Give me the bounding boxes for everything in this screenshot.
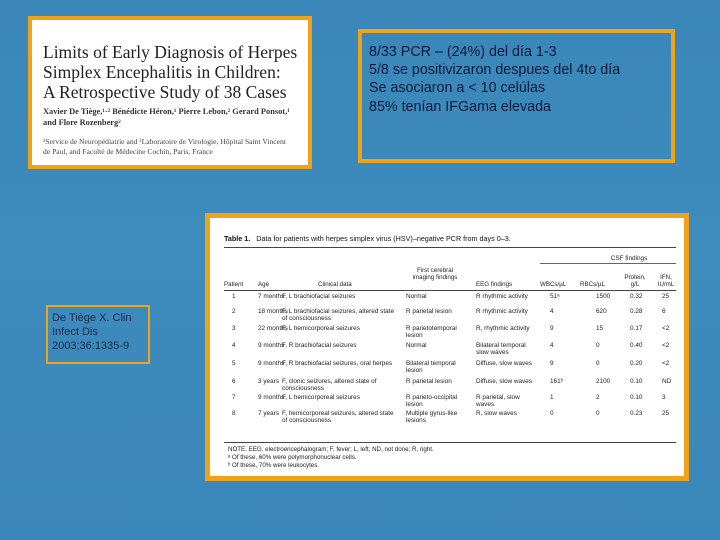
cell-age: 22 months (258, 325, 288, 332)
finding-line: Se asociaron a < 10 celúlas (369, 80, 546, 97)
cell-rbc: 2 (596, 394, 600, 401)
cell-protein: 0.20 (630, 360, 643, 367)
finding-line: 85% tenían IFGama elevada (369, 98, 551, 115)
cell-ifn: <2 (662, 342, 670, 349)
cell-imaging: R parietotemporal lesion (406, 325, 457, 340)
cell-protein: 0.10 (630, 378, 643, 385)
table-caption-text: Data for patients with herpes simplex virus (HSV)–negative PCR from days 0–3. (256, 234, 511, 243)
col-header-ifn: IFN, IU/mL (657, 274, 675, 288)
cell-age: 7 years (258, 410, 279, 417)
cell-age: 9 months (258, 342, 285, 349)
cell-rbc: 2100 (596, 378, 611, 385)
cell-rbc: 15 (596, 325, 604, 332)
csf-findings-header: CSF findings (610, 255, 648, 262)
cell-protein: 0.32 (630, 293, 643, 300)
cell-wbc: 4 (550, 342, 554, 349)
cell-patient: 8 (232, 410, 236, 417)
col-header-age: Age (258, 281, 270, 288)
cell-protein: 0.40 (630, 342, 643, 349)
cell-protein: 0.23 (630, 410, 643, 417)
cell-patient: 2 (232, 308, 236, 315)
data-table-card (205, 213, 689, 481)
cell-wbc: 51ᵃ (550, 293, 560, 300)
cell-patient: 1 (232, 293, 236, 300)
cell-rbc: 0 (596, 342, 600, 349)
cell-ifn: 25 (662, 410, 670, 417)
cell-age: 9 months (258, 394, 285, 401)
reference-line: Infect Dis (52, 326, 98, 338)
table-label: Table 1. (224, 234, 251, 243)
cell-wbc: 161ᵇ (550, 378, 564, 385)
cell-imaging: Normal (406, 342, 427, 349)
paper-title-line: Limits of Early Diagnosis of Herpes (43, 42, 298, 62)
cell-clinical: F, L brachiofacial seizures (282, 293, 356, 300)
table-rule-bottom (224, 442, 676, 443)
cell-eeg: R rhythmic activity (476, 293, 528, 300)
table-rule-top (224, 247, 676, 248)
cell-age: 9 months (258, 360, 285, 367)
col-header-eeg: EEG findings (476, 281, 513, 288)
cell-eeg: Bilateral temporal slow waves (476, 342, 526, 357)
paper-title-line: A Retrospective Study of 38 Cases (43, 82, 287, 102)
cell-imaging: R parietal lesion (406, 378, 452, 385)
cell-patient: 6 (232, 378, 236, 385)
cell-wbc: 4 (550, 308, 554, 315)
cell-imaging: R parietal lesion (406, 308, 452, 315)
paper-title-line: Simplex Encephalitis in Children: (43, 62, 281, 82)
findings-box (358, 29, 675, 163)
cell-eeg: R parietal, slow waves (476, 394, 520, 409)
cell-eeg: R rhythmic activity (476, 308, 528, 315)
paper-title (43, 42, 309, 102)
reference-box (46, 305, 150, 364)
cell-patient: 3 (232, 325, 236, 332)
cell-wbc: 1 (550, 394, 554, 401)
finding-line: 8/33 PCR – (24%) del día 1-3 (369, 44, 557, 60)
col-header-clinical: Clinical data (318, 281, 352, 288)
finding-line: 5/8 se positivizaron despues del 4to día (369, 62, 621, 79)
cell-patient: 7 (232, 394, 236, 401)
cell-clinical: F, L brachiofacial seizures, altered state of consciousness (282, 308, 395, 323)
col-header-patient: Patient (224, 281, 244, 288)
cell-protein: 0.10 (630, 394, 643, 401)
cell-ifn: 3 (662, 394, 666, 401)
cell-ifn: <2 (662, 325, 670, 332)
cell-wbc: 0 (550, 410, 554, 417)
cell-clinical: F, clonic seizures, altered state of consciousness (282, 378, 377, 393)
col-header-rbc: RBCs/µL (580, 281, 605, 288)
cell-protein: 0.17 (630, 325, 643, 332)
csf-header-rule (540, 263, 676, 264)
cell-clinical: F, hemicorporeal seizures, altered state of consciousness (282, 410, 394, 425)
paper-authors (43, 107, 309, 128)
paper-title-image (37, 25, 303, 160)
cell-wbc: 9 (550, 360, 554, 367)
cell-clinical: F, L hemicorporeal seizures (282, 325, 360, 332)
cell-age: 18 months (258, 308, 288, 315)
cell-imaging: Normal (406, 293, 427, 300)
table-rule-header (224, 290, 676, 291)
table-footnote-a: ᵃ Of these, 60% were polymorphonuclear cells. (228, 454, 357, 461)
col-header-protein: Protein, g/L (624, 274, 646, 288)
cell-patient: 5 (232, 360, 236, 367)
table-caption (224, 234, 511, 243)
cell-ifn: ND (662, 378, 672, 385)
cell-rbc: 0 (596, 360, 600, 367)
paper-affiliation-line: de Paul, and Faculté de Médecine Cochin, Paris, France (43, 146, 213, 156)
cell-clinical: F, R brachiofacial seizures, oral herpes (282, 360, 393, 367)
reference-line: 2003;36:1335-9 (52, 340, 130, 352)
cell-wbc: 9 (550, 325, 554, 332)
cell-eeg: Diffuse, slow waves (476, 360, 532, 367)
paper-authors-line: and Flore Rozenberg² (43, 117, 121, 127)
cell-age: 7 months (258, 293, 285, 300)
table-note: NOTE. EEG, electroencephalogram; F, fever; L, left; ND, not done; R, right. (228, 446, 434, 453)
cell-rbc: 620 (596, 308, 607, 315)
cell-rbc: 0 (596, 410, 600, 417)
cell-ifn: 25 (662, 293, 670, 300)
paper-title-card (28, 16, 312, 169)
cell-eeg: R, rhythmic activity (476, 325, 530, 332)
cell-age: 3 years (258, 378, 279, 385)
reference-text (52, 311, 148, 353)
paper-affiliation-line: ¹Service de Neuropédiatrie and ²Laboratoire de Virologie, Hôpital Saint Vincent (43, 137, 286, 146)
cell-imaging: Bilateral temporal lesion (406, 360, 456, 375)
col-header-imaging: First cerebral imaging findings (412, 267, 458, 281)
cell-imaging: R parieto-occipital lesion (406, 394, 458, 409)
cell-ifn: <2 (662, 360, 670, 367)
reference-line: De Tiège X. Clin (52, 312, 132, 324)
cell-eeg: R, slow waves (476, 410, 517, 417)
findings-list (369, 43, 674, 116)
cell-ifn: 6 (662, 308, 666, 315)
col-header-wbc: WBCs/µL (540, 281, 567, 288)
cell-protein: 0.28 (630, 308, 643, 315)
cell-imaging: Multiple gyrus-like lesions (406, 410, 458, 425)
table-footnote-b: ᵇ Of these, 70% were leukocytes. (228, 462, 320, 469)
paper-authors-line: Xavier De Tiège,¹·² Bénédicte Héron,¹ Pierre Lebon,² Gerard Ponsot,¹ (43, 107, 290, 116)
cell-patient: 4 (232, 342, 236, 349)
cell-clinical: F, L hemicorporeal seizures (282, 394, 360, 401)
cell-clinical: F, R brachiofacial seizures (282, 342, 357, 349)
cell-rbc: 1500 (596, 293, 611, 300)
paper-affiliation (43, 137, 309, 156)
cell-eeg: Diffuse, slow waves (476, 378, 532, 385)
